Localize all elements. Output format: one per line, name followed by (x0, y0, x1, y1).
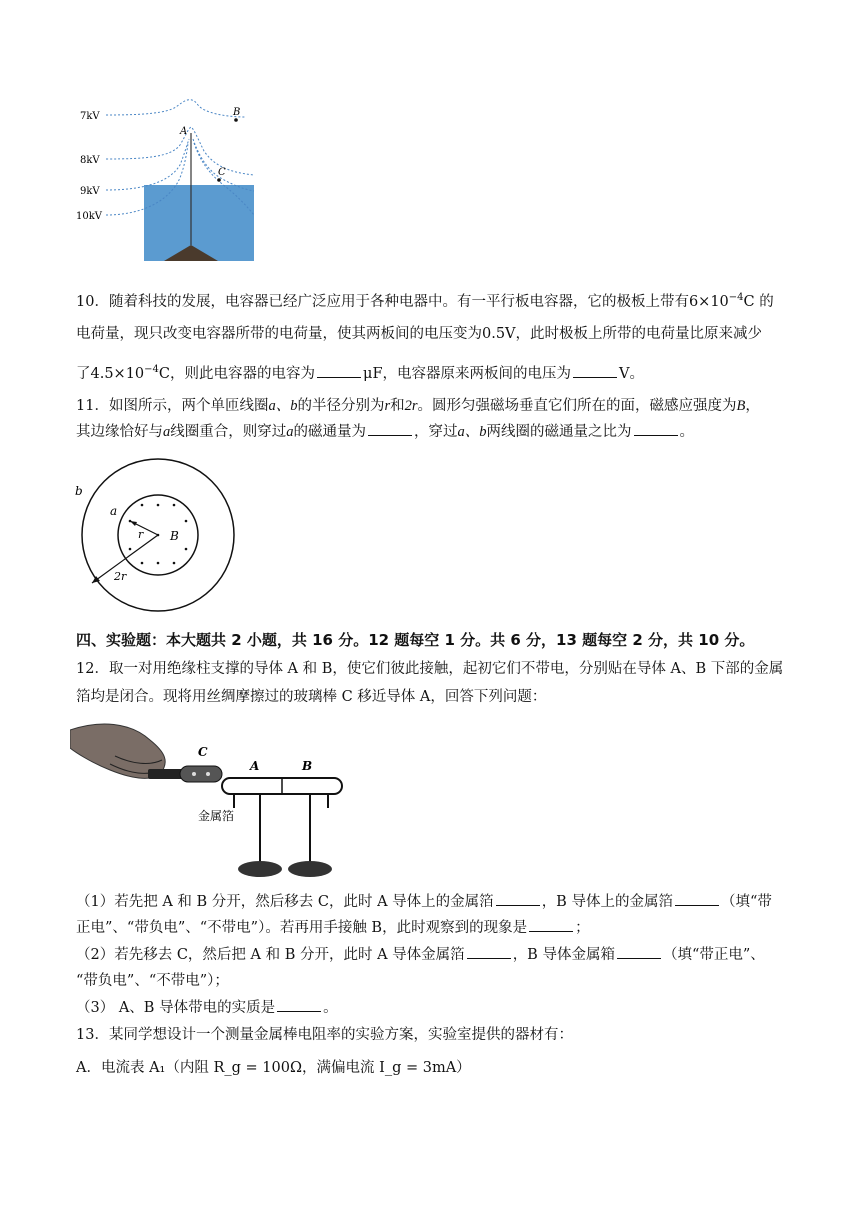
q12-part1-line1: （1）若先把 A 和 B 分开，然后移去 C，此时 A 导体上的金属箔 ，B 导体上的金属箔 （填“带 (76, 894, 772, 910)
label-b: b (75, 484, 83, 498)
label-9kv: 9kV (80, 186, 100, 197)
answer-blank[interactable] (675, 893, 719, 906)
label-2r: 2r (114, 570, 127, 583)
q12-part2-line2: “带负电”、“不带电”）； (76, 973, 229, 989)
q10-line2: 电荷量，现只改变电容器所带的电荷量，使其两板间的电压变为0.5V，此时极板上所带的电荷量比原来减少 (76, 326, 763, 342)
q11-line2: 其边缘恰好与a线圈重合，则穿过a的磁通量为 ，穿过a、b两线圈的磁通量之比为 。 (76, 424, 694, 440)
answer-blank[interactable] (368, 423, 412, 436)
q12-line2: 箔均是闭合。现将用丝绸摩擦过的玻璃棒 C 移近导体 A，回答下列问题： (76, 689, 547, 705)
q10-line1: 10．随着科技的发展，电容器已经广泛应用于各种电器中。有一平行板电容器，它的极板上带有$6\times 10^{-4}C$ 的 (76, 292, 774, 310)
conductor-block (144, 185, 254, 261)
point-c (217, 178, 221, 182)
answer-blank[interactable] (634, 423, 678, 436)
label-field-b: B (170, 529, 179, 543)
q13-line1: 13．某同学想设计一个测量金属棒电阻率的实验方案，实验室提供的器材有： (76, 1027, 573, 1043)
answer-blank[interactable] (573, 365, 617, 378)
label-metal-foil: 金属箔 (198, 809, 235, 823)
answer-blank[interactable] (496, 893, 540, 906)
q13-option-a: A．电流表 A₁（内阻 R_g = 100Ω，满偏电流 I_g = 3mA） (76, 1060, 471, 1076)
coils-figure (70, 455, 250, 615)
conductors-figure (70, 712, 350, 882)
answer-blank[interactable] (467, 946, 511, 959)
q12-line1: 12．取一对用绝缘柱支撑的导体 A 和 B，使它们彼此接触，起初它们不带电，分别贴在导体 A、B 下部的金属 (76, 661, 784, 677)
label-b-conductor: B (302, 759, 313, 773)
q12-part2-line1: （2）若先移去 C，然后把 A 和 B 分开，此时 A 导体金属箔 ，B 导体金属箱 （填“带正电”、 (76, 947, 765, 963)
label-point-b: B (233, 107, 241, 118)
answer-blank[interactable] (277, 999, 321, 1012)
answer-blank[interactable] (529, 919, 573, 932)
label-a-conductor: A (250, 759, 260, 773)
label-r: r (138, 528, 144, 541)
point-b (234, 118, 238, 122)
answer-blank[interactable] (317, 365, 361, 378)
answer-blank[interactable] (617, 946, 661, 959)
label-7kv: 7kV (80, 111, 100, 122)
q12-part3: （3） A、B 导体带电的实质是 。 (76, 1000, 338, 1016)
label-c: C (198, 745, 208, 759)
label-10kv: 10kV (76, 211, 103, 222)
section4-heading: 四、实验题：本大题共 2 小题，共 16 分。12 题每空 1 分。共 6 分，13 题每空 2 分，共 10 分。 (76, 631, 755, 649)
equipotential-figure (76, 95, 256, 265)
q10-line3: 了$4.5\times 10^{-4}C$，则此电容器的电容为 μF，电容器原来两板间的电压为 V。 (76, 364, 644, 382)
label-a: a (110, 504, 118, 518)
label-point-a: A (180, 126, 188, 137)
q11-line1: 11．如图所示，两个单匝线圈a、b的半径分别为r和2r。圆形匀强磁场垂直它们所在的面，磁感应强度为B， (76, 398, 760, 414)
label-point-c: C (218, 167, 226, 178)
label-8kv: 8kV (80, 155, 100, 166)
q12-part1-line2: 正电”、“带负电”、“不带电”）。若再用手接触 B，此时观察到的现象是 ； (76, 920, 590, 936)
